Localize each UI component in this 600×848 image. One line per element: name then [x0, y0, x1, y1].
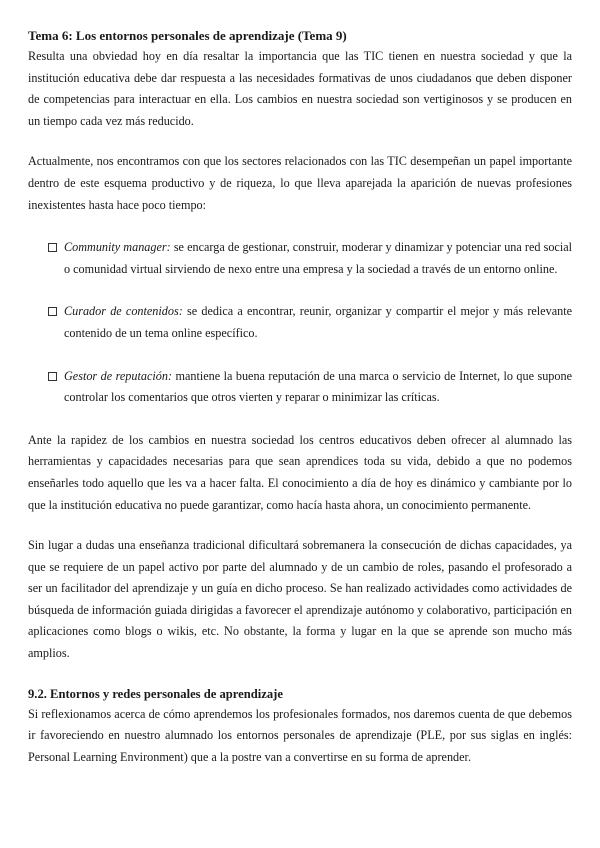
- schools-paragraph: Ante la rapidez de los cambios en nuestra sociedad los centros educativos deben ofrecer al alumnado las herramientas y capacidades necesarias para que sean aprendices toda su vida, debido a que no podemos enseñarles todo aquello que les va a hacer falta. El conocimiento a día de hoy es dinámico y cambiante por lo que la institución educativa no puede garantizar, como hacía hasta ahora, un conocimiento permanente.: [28, 432, 572, 512]
- list-item-term: Community manager:: [64, 240, 171, 255]
- checkbox-bullet-icon: [48, 243, 57, 252]
- list-item-description: se encarga de gestionar, construir, moderar y dinamizar y potenciar una red social o comunidad virtual sirviendo de nexo entre una empresa y la sociedad a través de un entorno online.: [64, 240, 572, 276]
- checkbox-bullet-icon: [48, 307, 57, 316]
- list-item: [28, 366, 572, 409]
- page-title: Tema 6: Los entornos personales de aprendizaje (Tema 9): [28, 28, 347, 43]
- list-item-description: se dedica a encontrar, reunir, organizar y compartir el mejor y más relevante contenido de un tema online específico.: [64, 304, 572, 340]
- teaching-paragraph: Sin lugar a dudas una enseñanza tradicional dificultará sobremanera la consecución de dichas capacidades, ya que se requiere de un papel activo por parte del alumnado y de un cambio de roles, pasando el profesorado a ser un facilitador del aprendizaje y un guía en dicho proceso. Se han realizado actividades como actividades de búsqueda de información guiada dirigidas a favorecer el aprendizaje autónomo y colaborativo, participación en aplicaciones como blogs o wikis, etc. No obstante, la forma y lugar en la que se aprende son mucho más amplios.: [28, 538, 572, 661]
- list-item: [28, 237, 572, 280]
- document-page: [28, 26, 572, 768]
- section-title: 9.2. Entornos y redes personales de aprendizaje: [28, 686, 283, 701]
- list-item-text: [64, 237, 572, 280]
- list-item-description: mantiene la buena reputación de una marca o servicio de Internet, lo que supone controlar los comentarios que otros vierten y reparar o minimizar las críticas.: [64, 368, 573, 405]
- context-paragraph: Actualmente, nos encontramos con que los sectores relacionados con las TIC desempeñan un papel importante dentro de este esquema productivo y de riqueza, lo que lleva aparejada la aparición de nuevas profesiones inexistentes hasta hace poco tiempo:: [28, 154, 572, 212]
- list-item-term: Gestor de reputación:: [64, 368, 173, 383]
- list-item-text: [64, 366, 572, 409]
- list-item-term: Curador de contenidos:: [64, 304, 183, 319]
- list-item-text: [64, 301, 572, 344]
- list-item: [28, 301, 572, 344]
- section-paragraph: Si reflexionamos acerca de cómo aprendemos los profesionales formados, nos daremos cuenta de que debemos ir favoreciendo en nuestro alumnado los entornos personales de aprendizaje (PLE, por sus siglas en inglés: Personal Learning Environment) que a la postre van a convertirse en su forma de aprender.: [28, 706, 572, 764]
- checkbox-bullet-icon: [48, 372, 57, 381]
- intro-paragraph: Resulta una obviedad hoy en día resaltar la importancia que las TIC tienen en nuestra sociedad y que la institución educativa debe dar respuesta a las necesidades formativas de unos ciudadanos que deben disponer de competencias para interactuar en ella. Los cambios en nuestra sociedad son vertiginosos y se producen en un tiempo cada vez más reducido.: [28, 49, 572, 128]
